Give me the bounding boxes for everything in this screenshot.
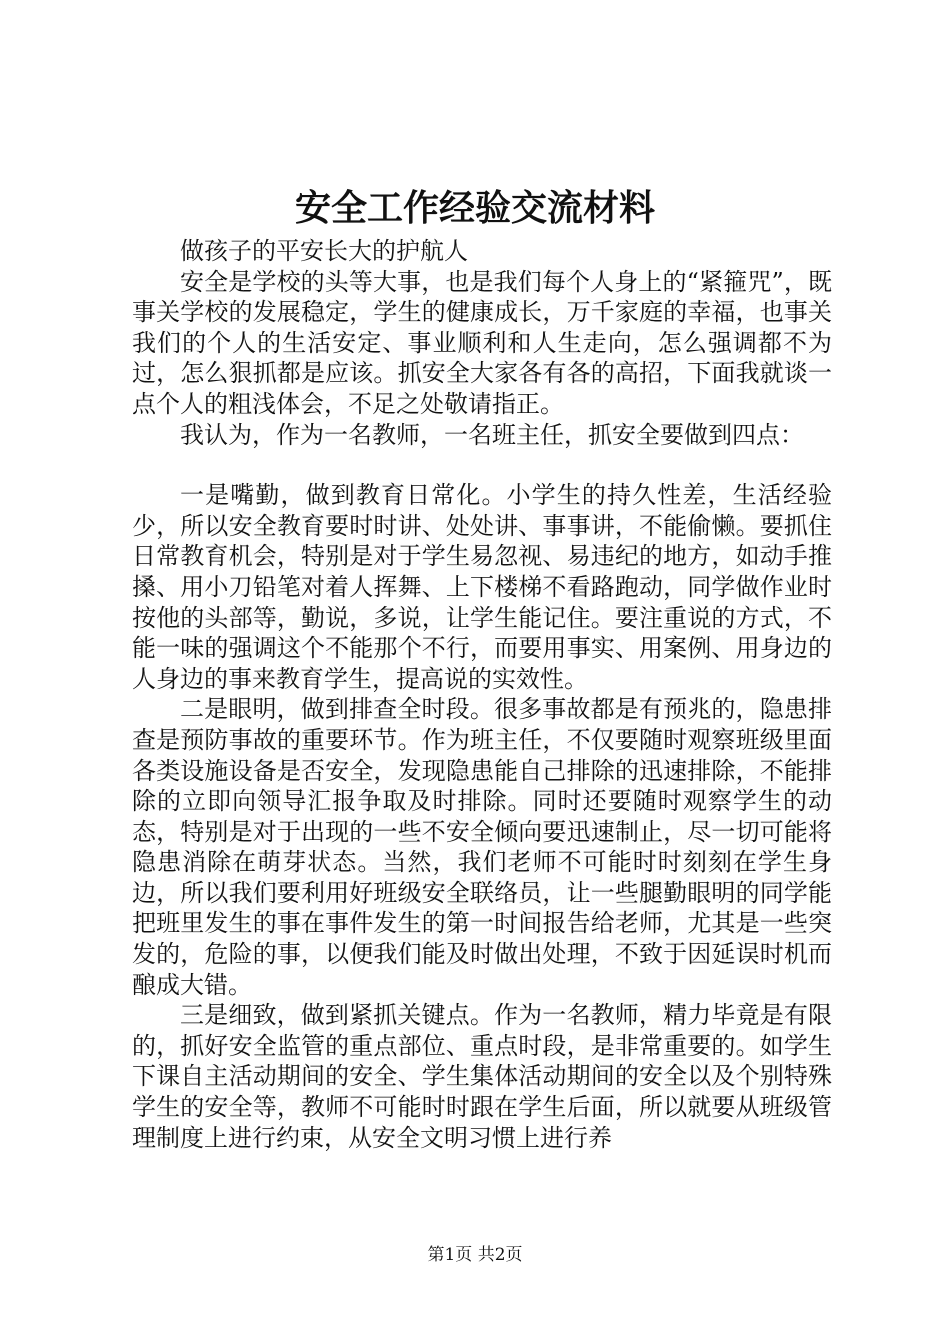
subtitle-paragraph: 做孩子的平安长大的护航人 bbox=[180, 237, 468, 265]
document-title: 安全工作经验交流材料 bbox=[294, 187, 655, 229]
paragraph-point-three: 三是细致，做到紧抓关键点。作为一名教师，精力毕竟是有限的，抓好安全监管的重点部位、重点时段，是非常重要的。如学生下课自主活动期间的安全、学生集体活动期间的安全以及个别特殊学生的安全等，教师不可能时时跟在学生后面，所以就要从班级管理制度上进行约束，从安全文明习惯上进行养 bbox=[132, 1001, 832, 1152]
paragraph-point-two: 二是眼明，做到排查全时段。很多事故都是有预兆的，隐患排查是预防事故的重要环节。作为班主任，不仅要随时观察班级里面各类设施设备是否安全，发现隐患能自己排除的迅速排除，不能排除的立即向领导汇报争取及时排除。同时还要随时观察学生的动态，特别是对于出现的一些不安全倾向要迅速制止，尽一切可能将隐患消除在萌芽状态。当然，我们老师不可能时时刻刻在学生身边，所以我们要利用好班级安全联络员，让一些腿勤眼明的同学能把班里发生的事在事件发生的第一时间报告给老师，尤其是一些突发的，危险的事，以便我们能及时做出处理，不致于因延误时机而酿成大错。 bbox=[132, 695, 832, 999]
document-body bbox=[132, 236, 832, 1153]
paragraph-intro: 安全是学校的头等大事，也是我们每个人身上的“紧箍咒”，既事关学校的发展稳定，学生的健康成长，万千家庭的幸福，也事关我们的个人的生活安定、事业顺利和人生走向，怎么强调都不为过，怎么狠抓都是应该。抓安全大家各有各的高招，下面我就谈一点个人的粗浅体会，不足之处敬请指正。 bbox=[132, 267, 832, 418]
paragraph-point-one: 一是嘴勤，做到教育日常化。小学生的持久性差，生活经验少，所以安全教育要时时讲、处处讲、事事讲，不能偷懒。要抓住日常教育机会，特别是对于学生易忽视、易违纪的地方，如动手推搡、用小刀铅笔对着人挥舞、上下楼梯不看路跑动，同学做作业时按他的头部等，勤说，多说，让学生能记住。要注重说的方式，不能一味的强调这个不能那个不行，而要用事实、用案例、用身边的人身边的事来教育学生，提高说的实效性。 bbox=[132, 481, 832, 693]
paragraph-four-points: 我认为，作为一名教师，一名班主任，抓安全要做到四点： bbox=[180, 420, 804, 449]
page-footer: 第1页 共2页 bbox=[427, 1245, 523, 1265]
paragraph-gap bbox=[132, 450, 832, 480]
